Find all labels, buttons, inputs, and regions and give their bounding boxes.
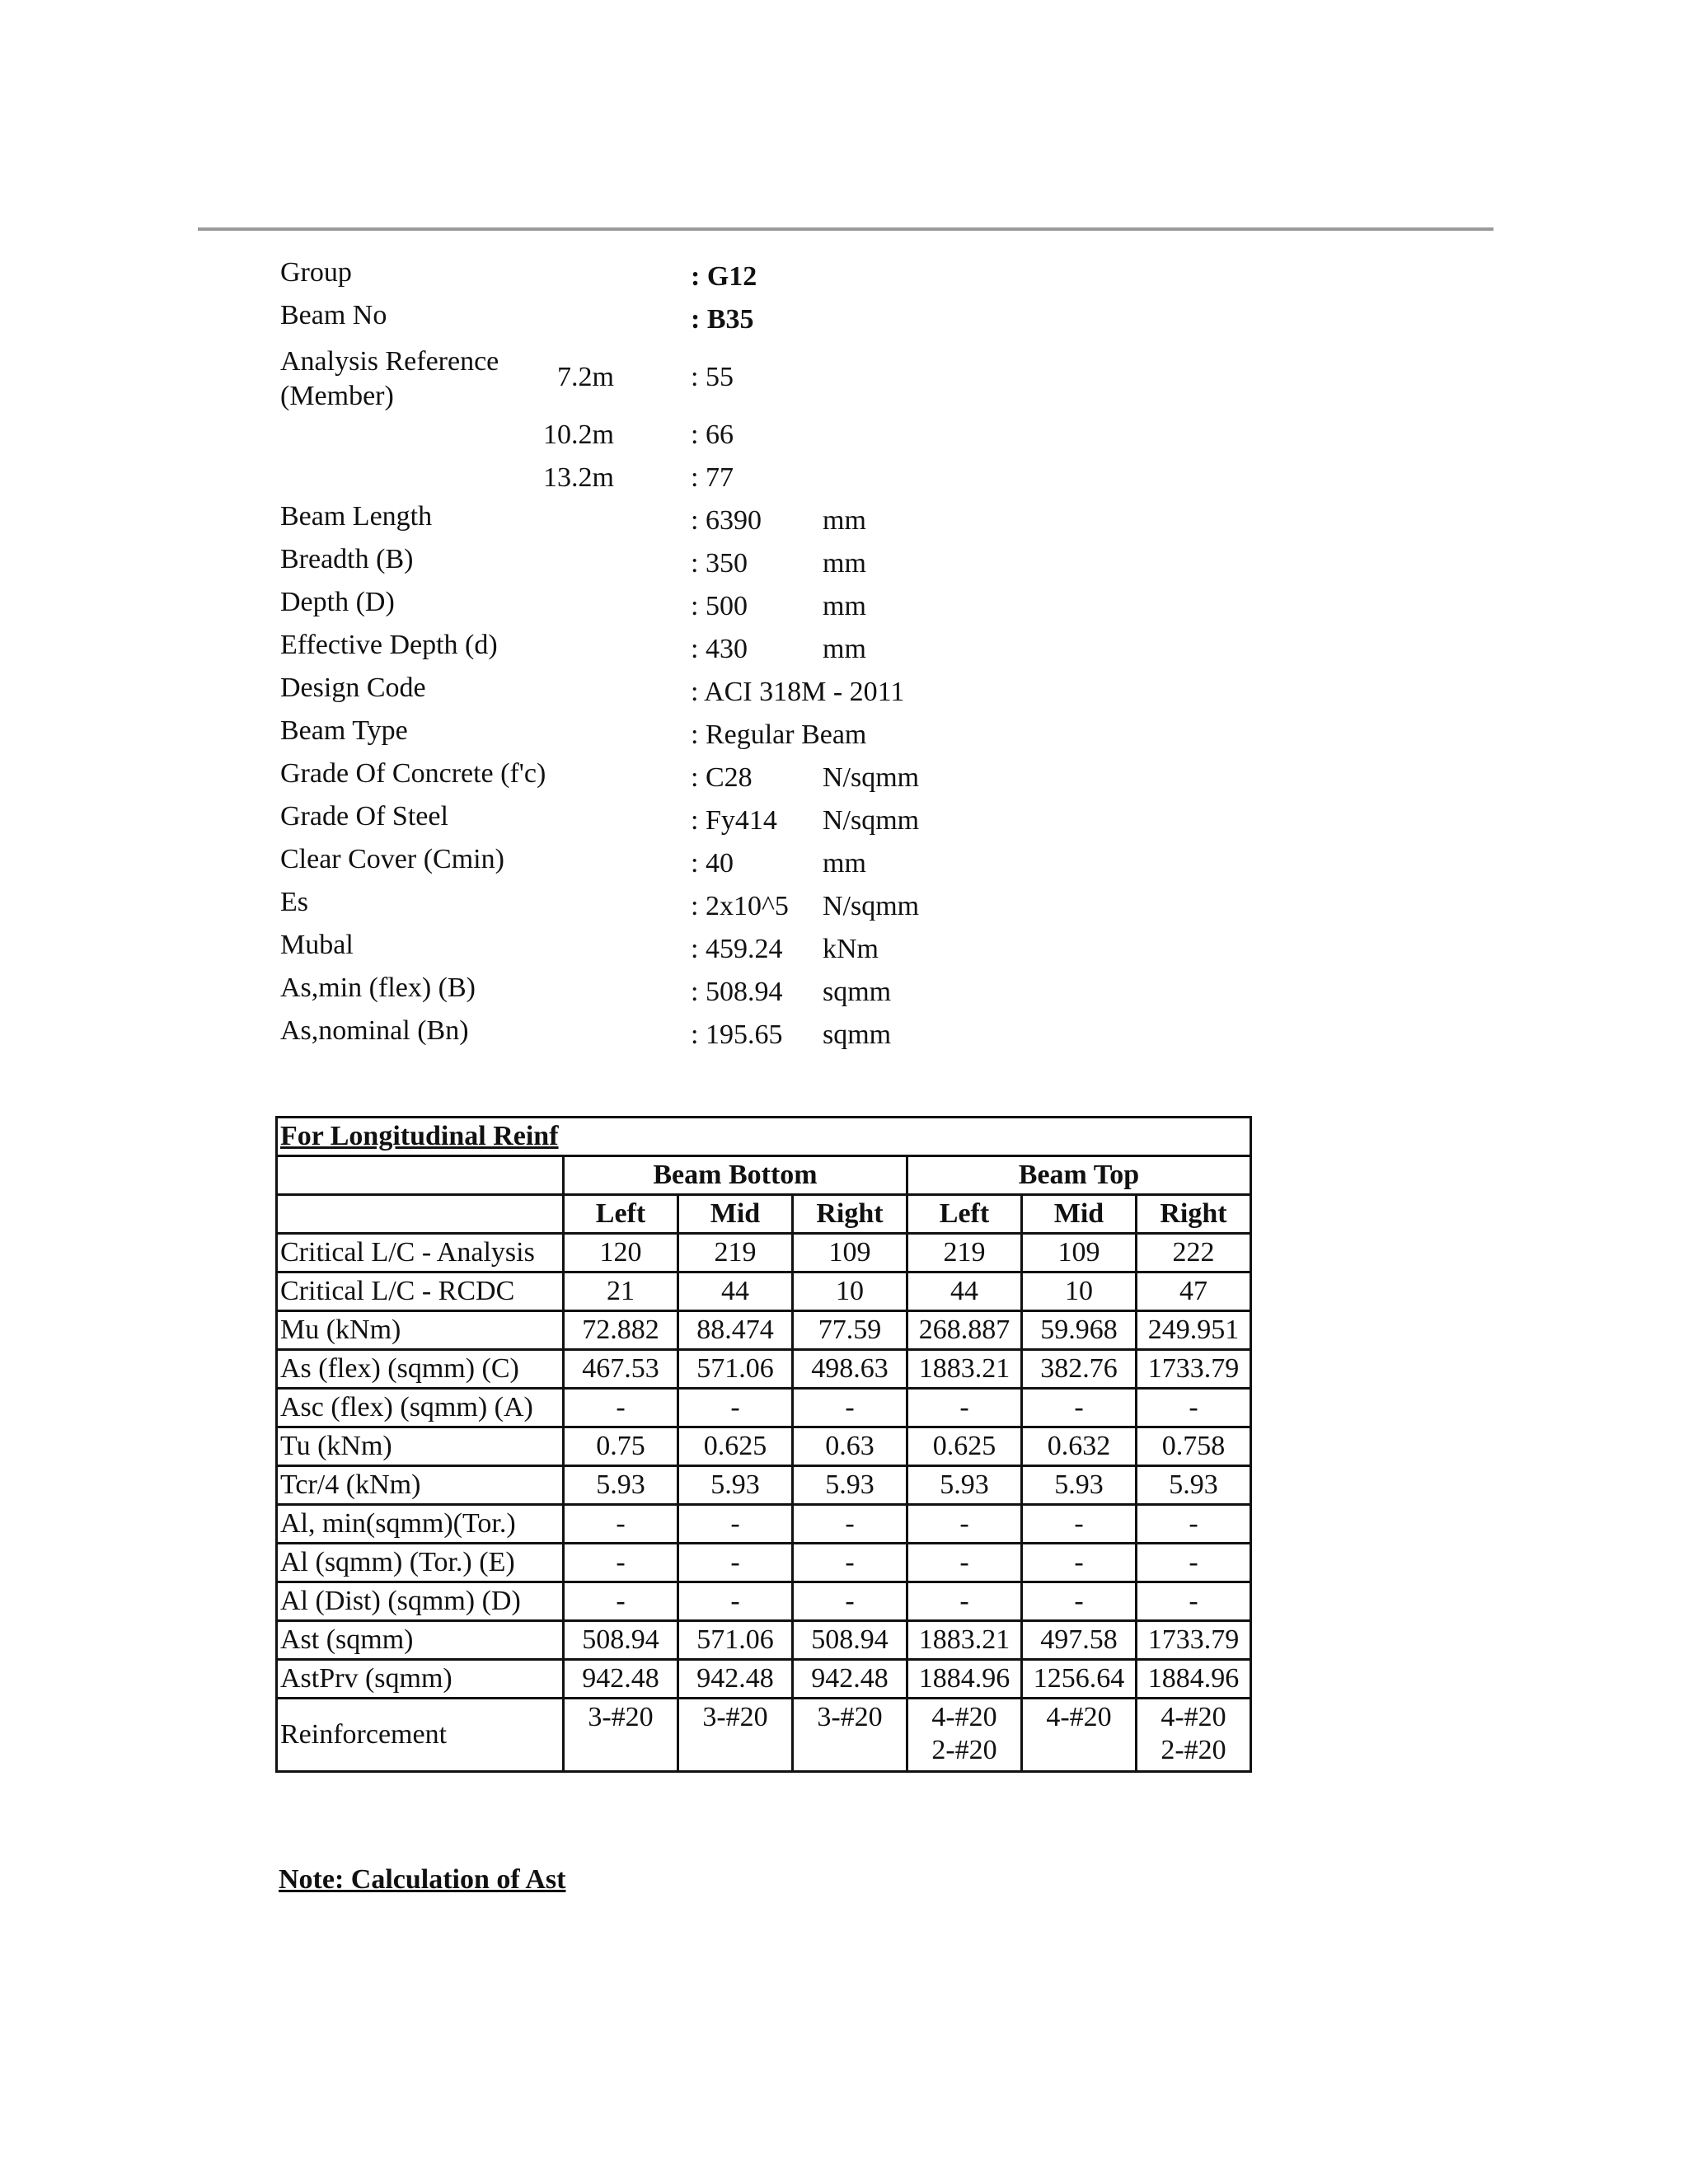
param-label: As,nominal (Bn)	[280, 1015, 469, 1046]
group-header-beam-bottom: Beam Bottom	[564, 1156, 907, 1195]
cell-spacer	[1025, 1734, 1133, 1767]
param-label: Breadth (B)	[280, 544, 414, 574]
empty-header-cell	[277, 1195, 564, 1234]
column-header: Mid	[678, 1195, 793, 1234]
param-label: Clear Cover (Cmin)	[280, 844, 504, 874]
param-unit: mm	[823, 591, 866, 621]
table-cell: 1884.96	[907, 1660, 1022, 1699]
param-label: Analysis Reference (Member)	[280, 346, 499, 411]
table-cell: -	[1137, 1582, 1251, 1621]
reinforcement-bar-spec: 2-#20	[931, 1735, 997, 1765]
reinforcement-bar-spec: 4-#20	[931, 1702, 997, 1732]
param-unit: N/sqmm	[823, 891, 920, 921]
param-label: Beam Type	[280, 715, 408, 746]
param-label: Effective Depth (d)	[280, 630, 498, 660]
param-row	[280, 499, 1104, 542]
table-cell: 498.63	[793, 1350, 907, 1389]
param-label: Depth (D)	[280, 587, 395, 617]
table-row	[277, 1389, 1251, 1427]
table-row	[277, 1544, 1251, 1582]
table-cell: 47	[1137, 1272, 1251, 1311]
table-cell: 5.93	[564, 1466, 678, 1505]
reinforcement-cell	[907, 1699, 1022, 1772]
param-analysis-reference	[280, 341, 1104, 414]
table-row	[277, 1505, 1251, 1544]
table-cell: 88.474	[678, 1311, 793, 1350]
param-value: : 77	[691, 462, 734, 493]
table-cell: 942.48	[678, 1660, 793, 1699]
param-row	[280, 842, 1104, 885]
table-cell: 1256.64	[1022, 1660, 1137, 1699]
table-cell: -	[1137, 1544, 1251, 1582]
header-rule	[198, 227, 1493, 231]
table-cell: 109	[1022, 1234, 1137, 1272]
table-cell: 1733.79	[1137, 1350, 1251, 1389]
param-label: Es	[280, 887, 308, 917]
table-cell: 44	[907, 1272, 1022, 1311]
param-analysis-reference-row	[280, 414, 1104, 457]
reinforcement-bar-spec: 3-#20	[702, 1702, 768, 1732]
reinforcement-cell	[1137, 1699, 1251, 1772]
row-label: Critical L/C - Analysis	[277, 1234, 564, 1272]
param-value: : 195.65	[691, 1019, 783, 1050]
param-unit: mm	[823, 505, 866, 536]
table-row-reinforcement	[277, 1699, 1251, 1772]
param-row	[280, 1014, 1104, 1057]
table-row	[277, 1234, 1251, 1272]
reinforcement-bar-spec: 4-#20	[1160, 1702, 1226, 1732]
note-heading: Note: Calculation of Ast	[279, 1864, 566, 1895]
reinforcement-bar-spec: 3-#20	[588, 1702, 654, 1732]
table-cell: 5.93	[907, 1466, 1022, 1505]
table-group-header-row	[277, 1156, 1251, 1195]
table-cell: 109	[793, 1234, 907, 1272]
param-value: : C28	[691, 762, 753, 793]
row-label: Al (sqmm) (Tor.) (E)	[277, 1544, 564, 1582]
longitudinal-reinforcement-table	[275, 1116, 1252, 1773]
table-cell: -	[678, 1389, 793, 1427]
column-header: Mid	[1022, 1195, 1137, 1234]
table-cell: -	[678, 1505, 793, 1544]
beam-parameters	[280, 255, 1104, 1057]
cell-spacer	[795, 1734, 904, 1767]
param-label: Grade Of Steel	[280, 801, 448, 832]
param-sub-label: 7.2m	[557, 362, 614, 392]
column-header: Right	[1137, 1195, 1251, 1234]
cell-spacer	[566, 1734, 675, 1767]
table-cell: 249.951	[1137, 1311, 1251, 1350]
table-cell: 44	[678, 1272, 793, 1311]
table-cell: 942.48	[793, 1660, 907, 1699]
table-cell: 467.53	[564, 1350, 678, 1389]
reinforcement-cell	[793, 1699, 907, 1772]
table-cell: 10	[1022, 1272, 1137, 1311]
table-cell: -	[564, 1544, 678, 1582]
param-unit: N/sqmm	[823, 762, 920, 793]
table-cell: -	[678, 1544, 793, 1582]
param-row	[280, 971, 1104, 1014]
param-value: : 55	[691, 362, 734, 392]
table-cell: 0.625	[907, 1427, 1022, 1466]
table-cell: 0.63	[793, 1427, 907, 1466]
table-cell: -	[564, 1582, 678, 1621]
table-cell: -	[793, 1582, 907, 1621]
reinforcement-cell	[1022, 1699, 1137, 1772]
table-cell: 59.968	[1022, 1311, 1137, 1350]
table-cell: 1883.21	[907, 1350, 1022, 1389]
table-cell: -	[907, 1389, 1022, 1427]
table-cell: 1884.96	[1137, 1660, 1251, 1699]
table-title-row	[277, 1118, 1251, 1156]
table-cell: -	[907, 1544, 1022, 1582]
param-group	[280, 255, 1104, 298]
table-cell: 1733.79	[1137, 1621, 1251, 1660]
param-row	[280, 928, 1104, 971]
param-unit: kNm	[823, 934, 879, 964]
param-analysis-reference-row	[280, 457, 1104, 499]
table-cell: 268.887	[907, 1311, 1022, 1350]
table-row	[277, 1582, 1251, 1621]
table-cell: 0.758	[1137, 1427, 1251, 1466]
param-row	[280, 671, 1104, 714]
param-value: : 508.94	[691, 977, 783, 1007]
table-cell: 571.06	[678, 1621, 793, 1660]
table-row	[277, 1466, 1251, 1505]
empty-header-cell	[277, 1156, 564, 1195]
table-cell: -	[907, 1505, 1022, 1544]
column-header: Left	[564, 1195, 678, 1234]
reinforcement-cell	[678, 1699, 793, 1772]
param-unit: sqmm	[823, 1019, 892, 1050]
param-row	[280, 542, 1104, 585]
cell-spacer	[681, 1734, 790, 1767]
table-cell: -	[1022, 1505, 1137, 1544]
param-row	[280, 585, 1104, 628]
reinforcement-bar-spec: 4-#20	[1046, 1702, 1112, 1732]
param-value: : 350	[691, 548, 748, 579]
table-cell: 571.06	[678, 1350, 793, 1389]
param-unit: sqmm	[823, 977, 892, 1007]
row-label: As (flex) (sqmm) (C)	[277, 1350, 564, 1389]
param-value: : 66	[691, 419, 734, 450]
param-value: : G12	[691, 261, 757, 292]
table-cell: 222	[1137, 1234, 1251, 1272]
param-unit: mm	[823, 848, 866, 879]
table-cell: -	[678, 1582, 793, 1621]
param-row	[280, 628, 1104, 671]
param-beam-no	[280, 298, 1104, 341]
group-header-beam-top: Beam Top	[907, 1156, 1251, 1195]
param-value: : ACI 318M - 2011	[691, 677, 905, 707]
table-cell: 72.882	[564, 1311, 678, 1350]
param-value: : 6390	[691, 505, 762, 536]
param-unit: N/sqmm	[823, 805, 920, 836]
table-cell: -	[907, 1582, 1022, 1621]
table-cell: -	[793, 1389, 907, 1427]
row-label: Asc (flex) (sqmm) (A)	[277, 1389, 564, 1427]
table-column-header-row	[277, 1195, 1251, 1234]
row-label: Tu (kNm)	[277, 1427, 564, 1466]
table-cell: 21	[564, 1272, 678, 1311]
param-label: Beam Length	[280, 501, 433, 532]
row-label: Reinforcement	[277, 1699, 564, 1772]
param-row	[280, 885, 1104, 928]
table-row	[277, 1660, 1251, 1699]
table-row	[277, 1350, 1251, 1389]
param-list	[280, 499, 1104, 1057]
table-row	[277, 1621, 1251, 1660]
param-sub-label: 10.2m	[543, 419, 614, 450]
param-label: Grade Of Concrete (f'c)	[280, 758, 546, 789]
param-label: Group	[280, 257, 352, 288]
param-sub-label: 13.2m	[543, 462, 614, 493]
param-value: : 40	[691, 848, 734, 879]
param-value: : Regular Beam	[691, 719, 867, 750]
param-label: Design Code	[280, 673, 426, 703]
param-value: : Fy414	[691, 805, 777, 836]
table-cell: 508.94	[793, 1621, 907, 1660]
reinforcement-cell	[564, 1699, 678, 1772]
table-cell: -	[1022, 1544, 1137, 1582]
param-label: Beam No	[280, 300, 387, 330]
table-cell: -	[564, 1505, 678, 1544]
table-cell: 120	[564, 1234, 678, 1272]
table-cell: -	[1137, 1505, 1251, 1544]
param-row	[280, 714, 1104, 757]
table-cell: -	[564, 1389, 678, 1427]
row-label: Tcr/4 (kNm)	[277, 1466, 564, 1505]
table-row	[277, 1427, 1251, 1466]
table-cell: -	[793, 1544, 907, 1582]
table-cell: 942.48	[564, 1660, 678, 1699]
table-cell: 508.94	[564, 1621, 678, 1660]
table-cell: 0.632	[1022, 1427, 1137, 1466]
table-cell: 1883.21	[907, 1621, 1022, 1660]
table-cell: 0.625	[678, 1427, 793, 1466]
param-row	[280, 799, 1104, 842]
column-header: Left	[907, 1195, 1022, 1234]
table-title: For Longitudinal Reinf	[277, 1118, 1251, 1156]
param-value: : 2x10^5	[691, 891, 789, 921]
param-unit: mm	[823, 548, 866, 579]
reinforcement-bar-spec: 3-#20	[817, 1702, 883, 1732]
table-cell: 5.93	[1022, 1466, 1137, 1505]
table-cell: 77.59	[793, 1311, 907, 1350]
table-row	[277, 1272, 1251, 1311]
row-label: Mu (kNm)	[277, 1311, 564, 1350]
row-label: AstPrv (sqmm)	[277, 1660, 564, 1699]
table-cell: -	[1022, 1389, 1137, 1427]
param-value: : 459.24	[691, 934, 783, 964]
param-value: : B35	[691, 304, 754, 335]
param-label: Mubal	[280, 930, 354, 960]
table-cell: -	[1022, 1582, 1137, 1621]
table-cell: 219	[907, 1234, 1022, 1272]
table-cell: 0.75	[564, 1427, 678, 1466]
table-cell: 5.93	[678, 1466, 793, 1505]
column-header: Right	[793, 1195, 907, 1234]
row-label: Ast (sqmm)	[277, 1621, 564, 1660]
table-cell: 382.76	[1022, 1350, 1137, 1389]
param-row	[280, 757, 1104, 799]
table-cell: 10	[793, 1272, 907, 1311]
row-label: Critical L/C - RCDC	[277, 1272, 564, 1311]
table-cell: 5.93	[1137, 1466, 1251, 1505]
table-cell: 5.93	[793, 1466, 907, 1505]
table-cell: 219	[678, 1234, 793, 1272]
table-row	[277, 1311, 1251, 1350]
row-label: Al (Dist) (sqmm) (D)	[277, 1582, 564, 1621]
table-cell: -	[1137, 1389, 1251, 1427]
row-label: Al, min(sqmm)(Tor.)	[277, 1505, 564, 1544]
param-value: : 500	[691, 591, 748, 621]
table-cell: -	[793, 1505, 907, 1544]
table-cell: 497.58	[1022, 1621, 1137, 1660]
param-value: : 430	[691, 634, 748, 664]
param-label: As,min (flex) (B)	[280, 972, 476, 1003]
reinforcement-bar-spec: 2-#20	[1160, 1735, 1226, 1765]
param-unit: mm	[823, 634, 866, 664]
